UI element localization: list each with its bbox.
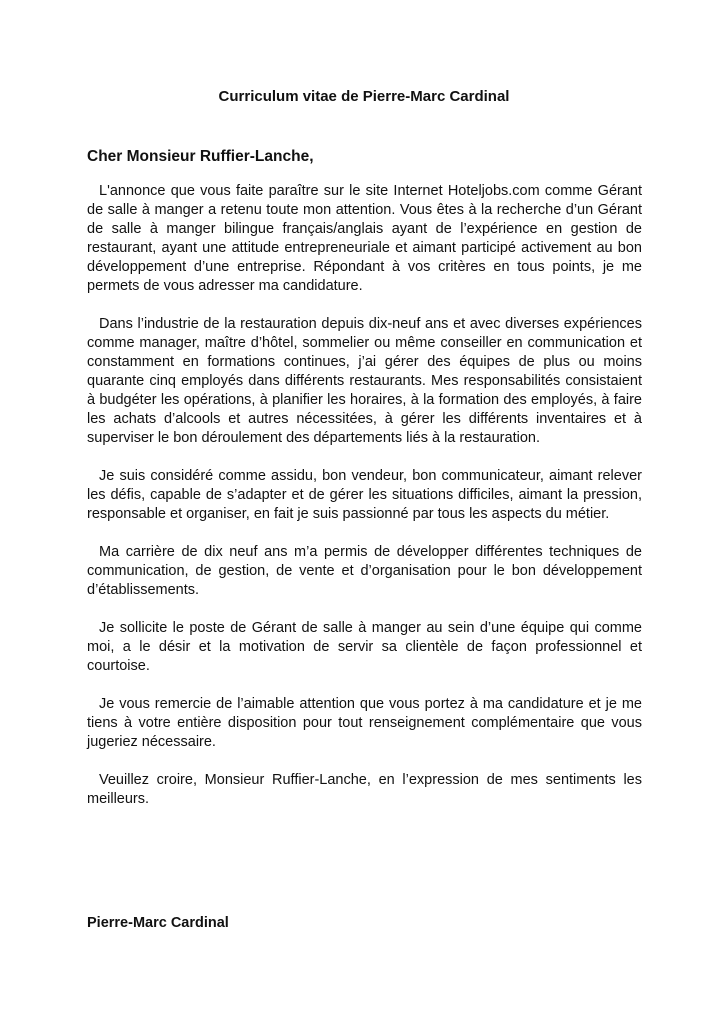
signature: Pierre-Marc Cardinal: [87, 915, 229, 931]
paragraph-application: Je sollicite le poste de Gérant de salle à manger au sein d’une équipe qui comme moi, a le désir et la motivation de servir sa clientèle de façon professionnel et courtoise.: [87, 620, 642, 674]
paragraph-announcement: L'annonce que vous faite paraître sur le site Internet Hoteljobs.com comme Gérant de salle à manger a retenu toute mon attention. Vous êtes à la recherche d’un Gérant de salle à manger bilingue français/anglais ayant de l’expérience en gestion de restaurant, ayant une attitude entrepreneuriale et aimant participé activement au bon développement d’une entreprise. Répondant à vos critères en tous points, je me permets de vous adresser ma candidature.: [87, 183, 642, 294]
paragraph-closing: Veuillez croire, Monsieur Ruffier-Lanche, en l’expression de mes sentiments les meilleurs.: [87, 772, 642, 807]
letter-body: [87, 182, 642, 828]
paragraph-thanks: Je vous remercie de l’aimable attention que vous portez à ma candidature et je me tiens à votre entière disposition pour tout renseignement complémentaire que vous jugeriez nécessaire.: [87, 696, 642, 750]
salutation: Cher Monsieur Ruffier-Lanche,: [87, 148, 314, 165]
paragraph-qualities: Je suis considéré comme assidu, bon vendeur, bon communicateur, aimant relever les défis, capable de s’adapter et de gérer les situations difficiles, aimant la pression, responsable et organiser, en fait je suis passionné par tous les aspects du métier.: [87, 468, 642, 522]
document-title: Curriculum vitae de Pierre-Marc Cardinal: [218, 88, 510, 105]
paragraph-experience: Dans l’industrie de la restauration depuis dix-neuf ans et avec diverses expériences comme manager, maître d’hôtel, sommelier ou même conseiller en communication et constamment en formations continues, j’ai gérer des équipes de plus ou moins quarante cinq employés dans différents restaurants. Mes responsabilités consistaient à budgéter les opérations, à planifier les horaires, à la formation des employés, à faire les achats d’alcools et autres nécessitées, à gérer les différents inventaires et à superviser le bon déroulement des départements liés à la restauration.: [87, 316, 642, 446]
paragraph-career: Ma carrière de dix neuf ans m’a permis de développer différentes techniques de communication, de gestion, de vente et d’organisation pour le bon développement d’établissements.: [87, 544, 642, 598]
